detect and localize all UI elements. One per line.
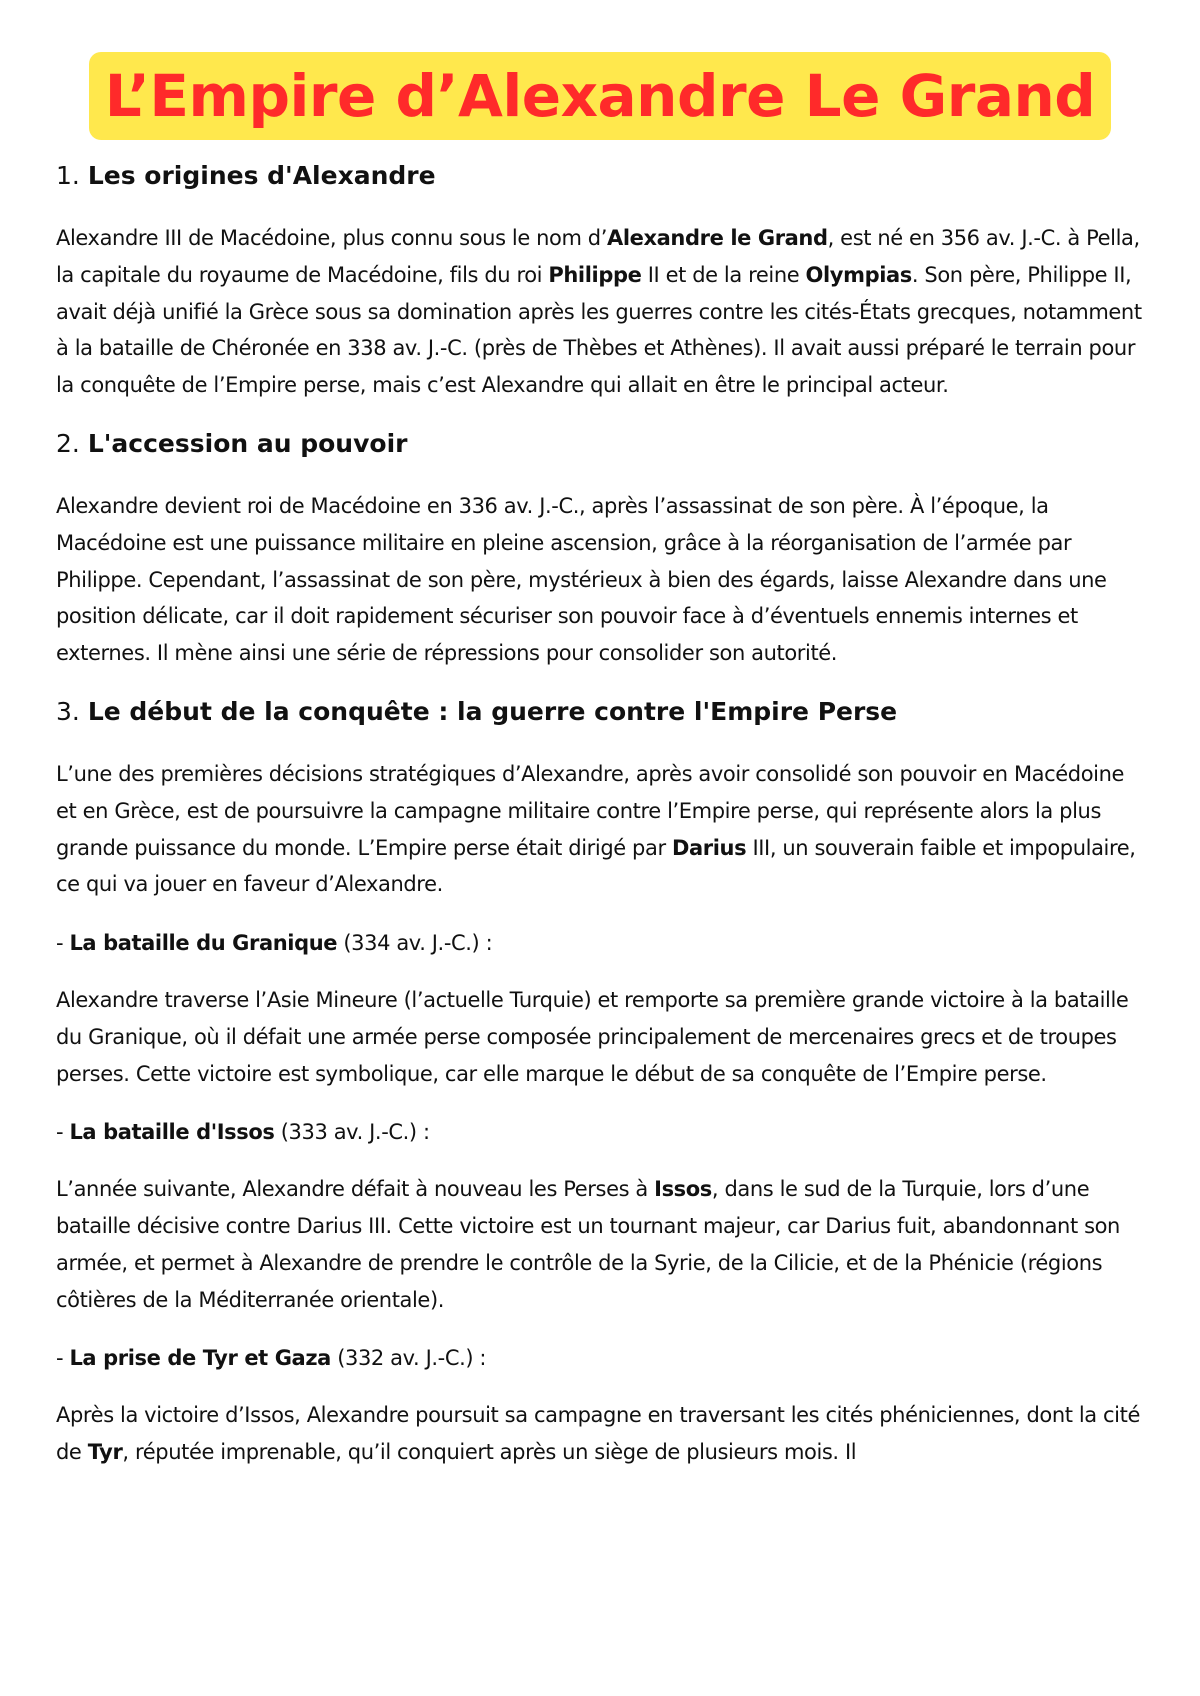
battle-date: (334 av. J.-C.) : xyxy=(337,931,493,956)
document-body xyxy=(56,158,1150,1471)
section-number: 3. xyxy=(56,696,80,726)
text-run: , est né en 356 av. J.-C. à Pella, la capitale du royaume de Macédoine, fils du roi xyxy=(56,226,1140,287)
section-heading-1 xyxy=(56,158,1150,194)
title-container xyxy=(0,52,1200,140)
text-run: . Son père, Philippe II, avait déjà unifié la Grèce sous sa domination après les guerres contre les cités-États grecques, notamment à la bataille de Chéronée en 338 av. J.-C. (près de Thèbes et Athènes). Il avait aussi préparé le terrain pour la conquête de l’Empire perse, mais c’est Alexandre qui allait en être le principal acteur. xyxy=(56,262,1142,398)
battle-heading-granique xyxy=(56,925,1150,962)
section-paragraph-2: Alexandre devient roi de Macédoine en 336 av. J.-C., après l’assassinat de son père. À l’époque, la Macédoine est une puissance militaire en pleine ascension, grâce à la réorganisation de l’armée par Philippe. Cependant, l’assassinat de son père, mystérieux à bien des égards, laisse Alexandre dans une position délicate, car il doit rapidement sécuriser son pouvoir face à d’éventuels ennemis internes et externes. Il mène ainsi une série de répressions pour consolider son autorité. xyxy=(56,493,1107,666)
battle-date: (333 av. J.-C.) : xyxy=(274,1120,430,1145)
text-run: III, un souverain faible et impopulaire, ce qui va jouer en faveur d’Alexandre. xyxy=(56,835,1136,897)
text-run: Alexandre III de Macédoine, plus connu sous le nom d’ xyxy=(56,226,608,250)
bold-text: Philippe xyxy=(548,262,642,287)
battle-heading-issos xyxy=(56,1114,1150,1151)
section-paragraph-3 xyxy=(56,756,1150,903)
text-run: , dans le sud de la Turquie, lors d’une bataille décisive contre Darius III. Cette victoire est un tournant majeur, car Darius fuit, abandonnant son armée, et permet à Alexandre de prendre le contrôle de la Syrie, de la Cilicie, et de la Phénicie (régions côtières de la Méditerranée orientale). xyxy=(56,1177,1120,1312)
text-run: L’année suivante, Alexandre défait à nouveau les Perses à xyxy=(56,1177,655,1202)
bold-text: Tyr xyxy=(87,1439,123,1464)
battle-heading-tyr-gaza xyxy=(56,1340,1150,1377)
text-run: II et de la reine xyxy=(641,262,806,287)
text-run: , réputée imprenable, qu’il conquiert après un siège de plusieurs mois. Il xyxy=(122,1439,857,1464)
battle-name: La prise de Tyr et Gaza xyxy=(69,1346,331,1371)
section-paragraph-1 xyxy=(56,220,1150,404)
section-title: L'accession au pouvoir xyxy=(87,428,408,458)
section-number: 2. xyxy=(56,428,80,458)
battle-paragraph-tyr-gaza xyxy=(56,1397,1150,1471)
section-heading-3 xyxy=(56,694,1150,730)
bold-text: Olympias xyxy=(805,262,912,287)
battle-name: La bataille d'Issos xyxy=(69,1120,275,1145)
section-number: 1. xyxy=(56,161,80,190)
battle-date: (332 av. J.-C.) : xyxy=(330,1346,487,1371)
page-title: L’Empire d’Alexandre Le Grand xyxy=(89,52,1112,140)
bold-text: Darius xyxy=(671,835,747,860)
battle-paragraph-granique: Alexandre traverse l’Asie Mineure (l’actuelle Turquie) et remporte sa première grande victoire à la bataille du Granique, où il défait une armée perse composée principalement de mercenaires grecs et de troupes perses. Cette victoire est symbolique, car elle marque le début de sa conquête de l’Empire perse. xyxy=(56,987,1129,1086)
bold-text: Alexandre le Grand xyxy=(607,226,828,250)
section-heading-2 xyxy=(56,426,1150,462)
battle-name: La bataille du Granique xyxy=(69,931,338,956)
list-dash: - xyxy=(56,1346,70,1371)
list-dash: - xyxy=(56,931,70,956)
text-run: Après la victoire d’Issos, Alexandre poursuit sa campagne en traversant les cités phéniciennes, dont la cité de xyxy=(56,1403,1140,1464)
list-dash: - xyxy=(56,1120,70,1145)
bold-text: Issos xyxy=(654,1177,712,1202)
battle-paragraph-issos xyxy=(56,1171,1150,1318)
section-title: Les origines d'Alexandre xyxy=(87,161,436,190)
text-run: L’une des premières décisions stratégiques d’Alexandre, après avoir consolidé son pouvoir en Macédoine et en Grèce, est de poursuivre la campagne militaire contre l’Empire perse, qui représente alors la plus grande puissance du monde. L’Empire perse était dirigé par xyxy=(56,761,1125,860)
section-title: Le début de la conquête : la guerre contre l'Empire Perse xyxy=(87,696,898,726)
